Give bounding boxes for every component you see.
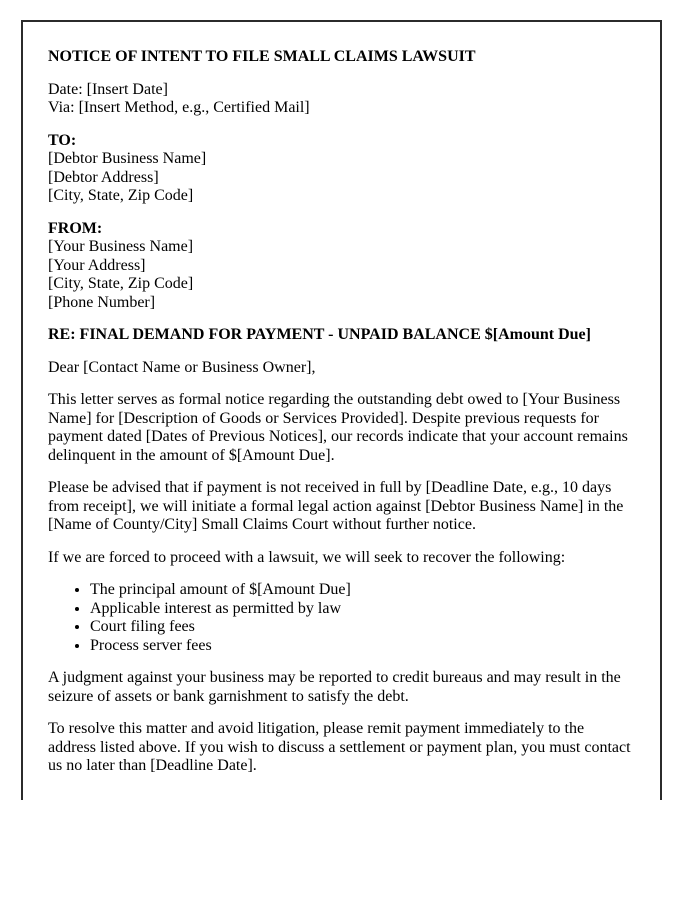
from-line: [Phone Number] (48, 293, 156, 311)
body-paragraph-4: A judgment against your business may be reported to credit bureaus and may result in the seizure of assets or bank garnishment to satisfy the debt. (48, 669, 621, 705)
from-block (48, 220, 636, 313)
recovery-item: • Applicable interest as permitted by law (90, 600, 636, 619)
from-heading: FROM: (48, 219, 103, 237)
letter-title: NOTICE OF INTENT TO FILE SMALL CLAIMS LAWSUIT (48, 48, 476, 65)
subject-line: RE: FINAL DEMAND FOR PAYMENT - UNPAID BALANCE $[Amount Due] (48, 326, 591, 343)
recovery-list (48, 581, 636, 655)
to-block (48, 132, 636, 206)
recovery-item: • Process server fees (90, 637, 636, 656)
from-line: [City, State, Zip Code] (48, 275, 194, 292)
body-paragraph-2: Please be advised that if payment is not received in full by [Deadline Date, e.g., 10 days from receipt], we will initiate a formal legal action against [Debtor Business Name] in the [Name of County/City] Small Claims Court without further notice. (48, 479, 624, 533)
to-heading: TO: (48, 131, 77, 149)
recovery-item: • The principal amount of $[Amount Due] (90, 581, 636, 600)
body-paragraph-3: If we are forced to proceed with a lawsuit, we will seek to recover the following: (48, 548, 566, 566)
to-line: [Debtor Address] (48, 168, 159, 186)
to-line: [Debtor Business Name] (48, 150, 207, 167)
letter-document (21, 20, 662, 800)
from-line: [Your Business Name] (48, 238, 194, 255)
from-line: [Your Address] (48, 256, 146, 274)
salutation: Dear [Contact Name or Business Owner], (48, 358, 316, 376)
to-line: [City, State, Zip Code] (48, 187, 194, 204)
date-line: Date: [Insert Date] (48, 80, 168, 98)
body-paragraph-5: To resolve this matter and avoid litigation, please remit payment immediately to the address listed above. If you wish to discuss a settlement or payment plan, you must contact us no later than [Deadline Date]. (48, 720, 631, 774)
meta-block (48, 81, 636, 118)
via-line: Via: [Insert Method, e.g., Certified Mail] (48, 99, 310, 116)
recovery-item: • Court filing fees (90, 618, 636, 637)
body-paragraph-1: This letter serves as formal notice regarding the outstanding debt owed to [Your Business Name] for [Description of Goods or Services Provided]. Despite previous requests for payment dated [Dates of Previous Notices], our records indicate that your account remains delinquent in the amount of $[Amount Due]. (48, 391, 628, 464)
